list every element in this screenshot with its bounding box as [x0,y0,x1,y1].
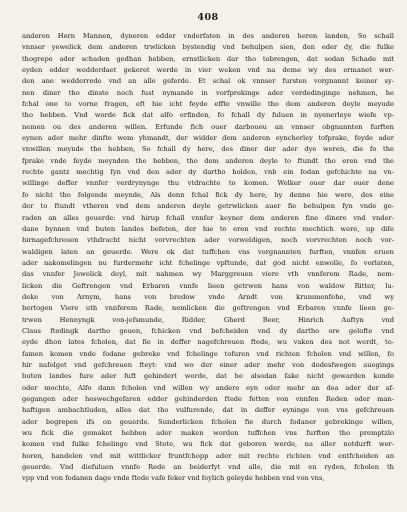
text-line: komen vnd fulke fchelinge vnd Stote, wu fick dat geboren werde, na aller notdurft wer- [22,440,394,449]
text-line: trwen Hennyngk von-jefsmunde, Ridder, Gherd Beer, Hinrich Auftyn vnd [22,315,394,324]
text-line: ader begrepen ifs on geuerde. Sunderlicken fcholen fie durch fodaner gebrekinge willen, [22,417,394,426]
text-line: hertogen Viere uth vnnferem Rade, nemlicken die geftrengen vnd Erbaren vnnfe lieen ge- [22,304,394,313]
text-line: buten landes fure ader fuft gehindert worde, dat he alsodan fake nicht gewarden konde [22,372,394,381]
text-line: ader nakomelingen nu furdermehr icht fchelinge vpftunde, dat god nicht enwolle, fo vorlaten, [22,258,394,267]
text-line: oder mochte, Alfo dann fcholen vnd willen wy andere eyn oder mehr an dea ader der af- [22,383,394,392]
text-line: deke von Arnym, hans von bredow vnde Arndt von krummenfehe, vnd wy [22,292,394,301]
text-line: fprake vnde feyde meynden the hebben, tho dem anderen deyle to ftundt tho eren vnd the [22,156,394,165]
text-line: vpp vnd von fodanen dage vnde ftede vafe feker vnd feylich geleyde hebben vnd von vns, [22,474,325,483]
text-line: anderen Hern Mannen, dyneren edder vnderfaten in des anderen heren landen, So schall [22,32,394,40]
text-line: eynen ader mehr dinfte wem yhmandt, der widder dem anderen eyncherley tofprake, feyde ader [22,134,394,143]
text-line: eyde dhon lates fcholen, dat fie in deffer nagefchreuen ftede, wu vaken des not werdt, to- [22,338,394,347]
text-line: der to ftundt vtheren vnd dem anderen deyle getrwlicken auer fie behulpen fyn vnde ge- [22,202,394,211]
text-line: waldigen laten an geuerde. Were ok dat tuffchen vns vorgnannten furften, vnnfen eruen [22,247,394,256]
text-line: nemen ou des anderen willen. Erfunde fich ouer darboueu an vnnser obgnannten furften [22,122,394,131]
text-line: hir nafolget vnd gefchreuen fteyt: vnd wo der einer ader mehr von dodesfwegen auegings [22,360,394,369]
text-line: licken die Geftrengen vnd Erbaren vnnfe lieen getrwen hans von waldow Ritter, lu- [22,281,394,290]
text-line: gegangen ader heswechgefaren edder gehinderden ftede fetten von vnnfen Reden oder man- [22,395,394,403]
text-line: nen diner tho dinste noch fust nymande in vorfprekinge ader verdedinginge nehmen, he [22,88,394,97]
text-line: wu fick die gemaket hebben ader maken worden tuffchen vns furften tho premptzlo [22,429,394,438]
text-line: Claus ftedingk dartho geuen, fchicken vnd befcheiden vnd dy dartho ore gelofte vnd [22,326,394,335]
text-line: tho hebben. Vnd worde fick dat alfo erfinden, fo fchall dy fuluen in nyenerleye wiefe vp- [22,111,394,120]
text-line: fchal one to vorne fragen, eft hie icht feyde effte vnwille tho dem anderen deyle meyude [22,100,394,109]
text-line: den ane wedderrede vnd an alle geferde. Et schal ok vnnser fursten vorgnannt keiner sy- [22,77,394,86]
text-line: eyden edder wedderdaet gekeret werde in vier weken vnd na deme wy des ermanet wer- [22,66,394,75]
text-line: geuerde. Vnd diefuluen vnnfe Rede an beiderfyt vnd alle, die mit en ryden, fcholen th [22,463,394,472]
text-line: vnnser yewelick dem anderen trwlicken bystendig vnd behulpen sien, den eder dy, die fulke [22,43,394,52]
text-line: vnwillen meynde tho hebben, So fchall dy here, des diner der ader dye weren, die fo the [22,145,394,154]
document-page [22,10,394,508]
page-number: 408 [197,12,219,23]
text-line: das vnnfer Jewelick deyl, mit nahmen wy Marggreuen viere vth vnnferem Rade, nem- [22,270,394,279]
text-line: raden an alles geuerde: vnd hirup fchall vnnfer keyner dem anderen fine dinere vnd vnder- [22,213,394,222]
text-line: fo nicht tho folgende meynde, Als denn fchal fick dy here, hy denne hie were, des eine [22,190,394,199]
text-line: dane bynnen vnd buten landes befeten, der hie to eren vnd rechte mechtich were, up dife [22,224,394,233]
text-line: willinge deffer vnnfer verdrynynge thu vtdrachte to komen. Welker ouer dar ouer dene [22,179,394,188]
body-text [22,31,394,485]
text-line: horen, handelen vnd mit wittlicker fruntfchopp ader mit rechte richten vnd entfcheiden an [22,451,394,460]
text-line: hirnagefchreuen vthdracht nicht vorvrechten ader vorweldigen, noch vorvrechten noch vor- [22,236,394,245]
text-line: famen komen vnde fodane gebreke vnd fchelinge tofuren vnd richten fcholen vnd willen, fo [22,349,394,358]
text-line: haftigen ambachtluden, alles dat tho vulfurende, dat in deffer eyninge von vns gefchreuen [22,406,394,415]
text-line: rechte gantz mechtig fyn vnd den ader dy dartho holden, vnb ein fodan gefchichte na vn- [22,168,394,177]
text-line: thogrepe ader schaden gedhan hebben, ernstlicken dar tho tobrengen, dat sodan Schade mit [22,54,394,63]
